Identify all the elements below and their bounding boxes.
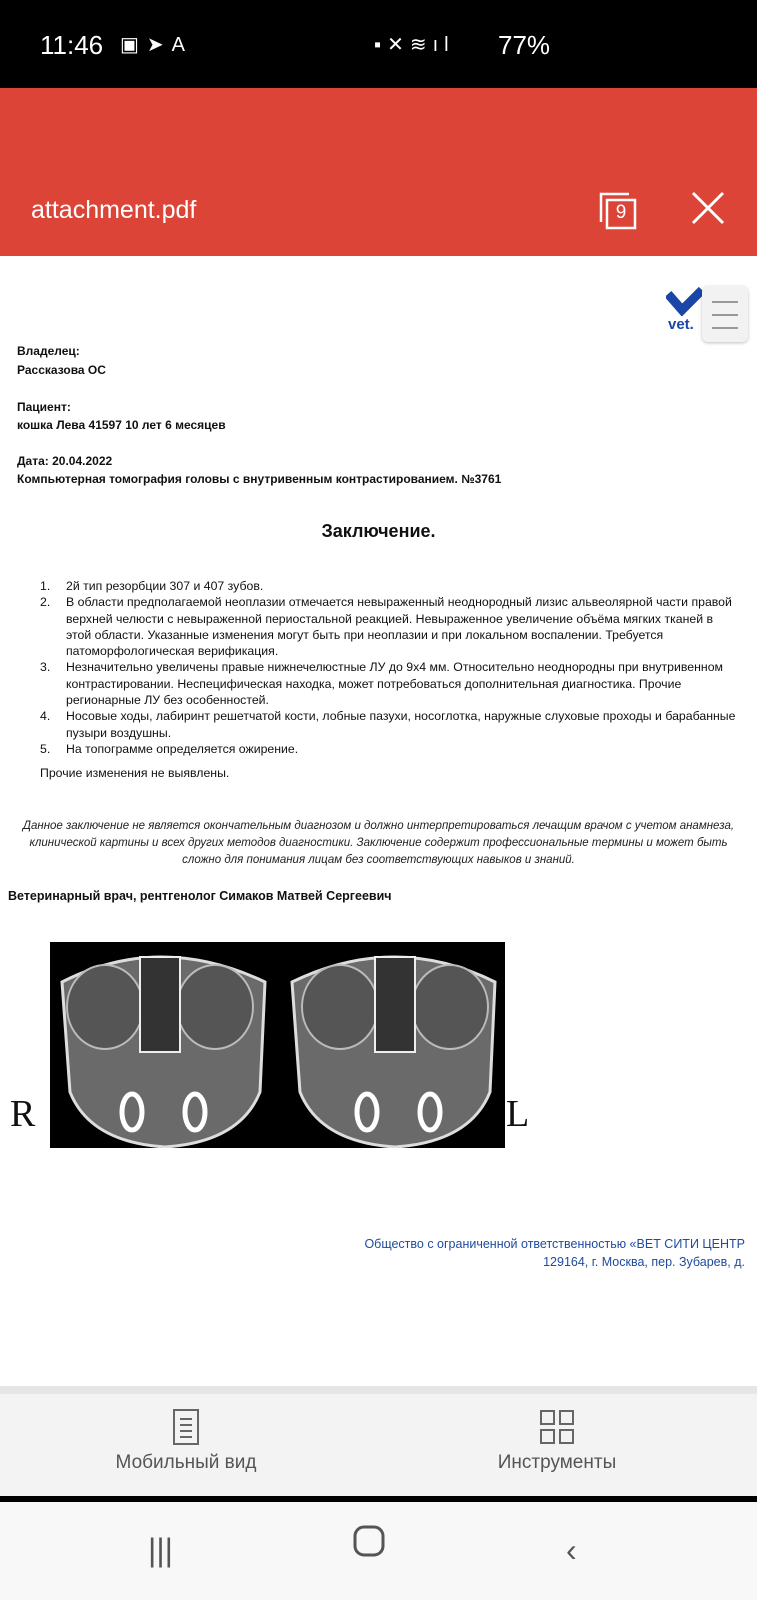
close-icon: [688, 188, 728, 228]
study-title: Компьютерная томография головы с внутривенным контрастированием. №3761: [17, 472, 502, 486]
system-icons: ▪✕≋ıl: [374, 34, 455, 56]
left-side-label: L: [506, 1093, 530, 1135]
patient-label: Пациент:: [17, 400, 71, 414]
logo-text: vet.: [668, 316, 694, 333]
clinic-name: Общество с ограниченной ответственностью «ВЕТ СИТИ ЦЕНТР: [364, 1237, 745, 1251]
clinic-address: 129164, г. Москва, пер. Зубарев, д.: [543, 1255, 745, 1269]
doctor-signature: Ветеринарный врач, рентгенолог Симаков Матвей Сергеевич: [8, 889, 392, 903]
back-icon[interactable]: ‹: [566, 1532, 577, 1568]
owner-label: Владелец:: [17, 344, 80, 358]
status-bar: [0, 0, 757, 88]
patient-info: кошка Лева 41597 10 лет 6 месяцев: [17, 418, 226, 432]
mobile-view-icon: [169, 1408, 203, 1446]
ct-scan-image: [50, 942, 505, 1148]
pdf-page[interactable]: [0, 256, 757, 1386]
app-bar: [0, 88, 757, 256]
home-icon[interactable]: [352, 1524, 386, 1566]
owner-name: Рассказова ОС: [17, 363, 106, 377]
right-side-label: R: [10, 1093, 36, 1135]
system-nav-bar: [0, 1496, 757, 1600]
study-date: Дата: 20.04.2022: [17, 454, 113, 468]
conclusion-heading: Заключение.: [321, 521, 436, 541]
logo-mark-icon: [666, 286, 706, 316]
clinic-footer: [364, 1235, 745, 1271]
vet-logo: [668, 286, 706, 333]
tools-grid-icon: [538, 1408, 576, 1446]
finding-item: 4. Носовые ходы, лабиринт решетчатой кости, лобные пазухи, носоглотка, наружные слуховые проходы и барабанные пузыри воздушны.: [40, 709, 736, 740]
clock: 11:46: [40, 30, 104, 60]
file-title: attachment.pdf: [31, 196, 197, 224]
mobile-view-button[interactable]: [56, 1408, 316, 1474]
tools-button[interactable]: [427, 1408, 687, 1474]
recents-icon[interactable]: |||: [148, 1532, 173, 1568]
outline-menu-button[interactable]: [702, 286, 748, 342]
ct-slices: [50, 942, 505, 1148]
tools-label: Инструменты: [497, 1452, 617, 1473]
finding-item: 2. В области предполагаемой неоплазии отмечается невыраженный неоднородный лизис альвеолярной части правой верхней челюсти с невыраженной периостальной реакцией. Невыраженное увеличение объёма мягких тканей в этой области. Указанные изменения могут быть при неоплазии и при локальном воспалении. Требуется патоморфологическая верификация.: [40, 595, 732, 659]
finding-item: 3. Незначительно увеличены правые нижнечелюстные ЛУ до 9х4 мм. Относительно неоднородны при внутривенном контрастировании. Неспецифическая находка, может потребоваться дополнительная диагностика. Прочие регионарные ЛУ без особенностей.: [40, 660, 723, 708]
page-count: 9: [615, 202, 627, 223]
other-changes: Прочие изменения не выявлены.: [40, 766, 230, 780]
finding-item: 1. 2й тип резорбции 307 и 407 зубов.: [40, 579, 264, 593]
close-button[interactable]: [688, 188, 728, 228]
disclaimer: Данное заключение не является окончательным диагнозом и должно интерпретироваться лечащим врачом с учетом анамнеза, клинической картины и всех других методов диагностики. Заключение содержит профессиональные термины и может быть сложно для понимания лицам без соответствующих навыков и знаний.: [22, 820, 735, 866]
findings-list: [40, 578, 740, 757]
page-count-button[interactable]: [599, 192, 637, 230]
mobile-view-label: Мобильный вид: [115, 1452, 257, 1473]
finding-item: 5. На топограмме определяется ожирение.: [40, 741, 299, 756]
bottom-toolbar: [0, 1386, 757, 1496]
notification-icons: ▣➤A: [120, 34, 193, 56]
battery-level: 77%: [498, 30, 551, 60]
